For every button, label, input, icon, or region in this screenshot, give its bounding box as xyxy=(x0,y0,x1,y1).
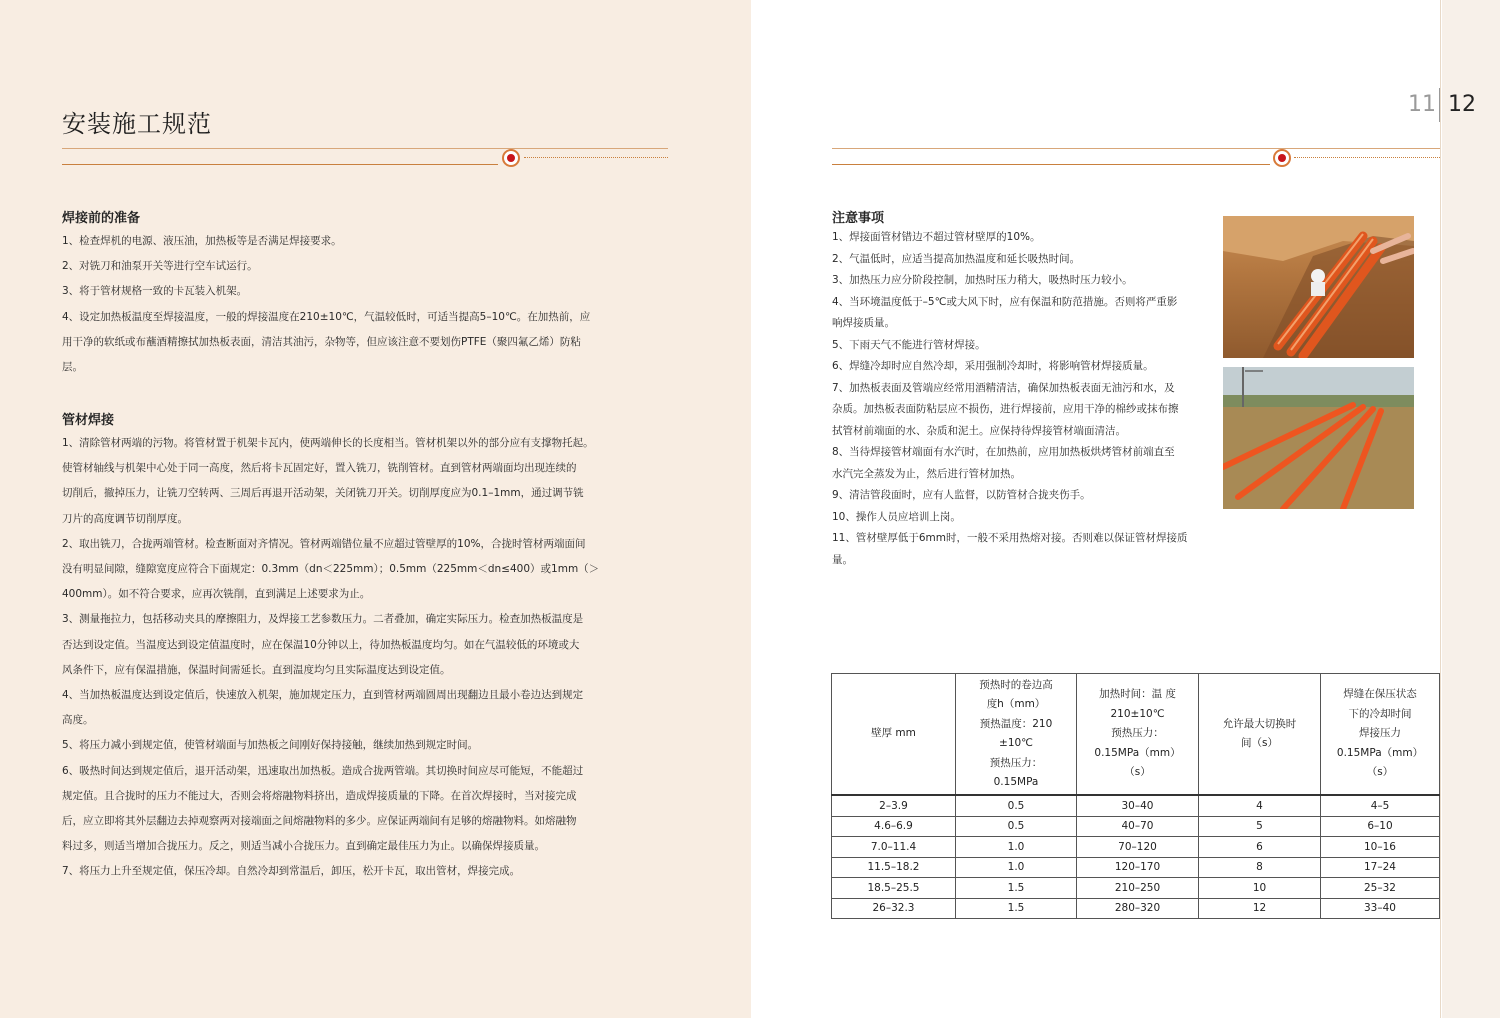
table-cell: 0.5 xyxy=(956,795,1077,816)
right-rule-solid xyxy=(832,164,1270,165)
spec-table xyxy=(831,673,1440,919)
note-line: 2、气温低时，应适当提高加热温度和延长吸热时间。 xyxy=(832,252,1081,265)
circle-bullet-icon xyxy=(1273,149,1291,167)
page-edge-strip xyxy=(1442,0,1500,1018)
welding-line: 高度。 xyxy=(62,714,94,727)
laid-pipes-photo xyxy=(1223,367,1414,509)
title-rule-dotted xyxy=(524,157,668,158)
header-line: 下的冷却时间 xyxy=(1348,707,1412,720)
note-line: 8、当待焊接管材端面有水汽时，在加热前，应用加热板烘烤管材前端直至 xyxy=(832,446,1175,458)
right-rule-dotted xyxy=(1294,157,1440,158)
table-cell: 5 xyxy=(1199,816,1321,837)
note-line: 水汽完全蒸发为止，然后进行管材加热。 xyxy=(832,467,1021,480)
page-title: 安装施工规范 xyxy=(62,110,212,138)
welding-line: 料过多，则适当增加合拢压力。反之，则适当减小合拢压力。直到确定最佳压力为止。以确保焊接质量。 xyxy=(62,840,545,853)
table-row xyxy=(832,795,1440,816)
header-switch-time xyxy=(1199,674,1321,796)
table-cell: 6 xyxy=(1199,837,1321,858)
prep-item: 2、对铣刀和油泵开关等进行空车试运行。 xyxy=(62,260,258,273)
table-cell: 280–320 xyxy=(1077,898,1199,919)
header-cooling-time xyxy=(1321,674,1440,796)
table-cell: 7.0–11.4 xyxy=(832,837,956,858)
table-cell: 30–40 xyxy=(1077,795,1199,816)
note-line: 7、加热板表面及管端应经常用酒精清洁，确保加热板表面无油污和水，及 xyxy=(832,381,1175,394)
table-cell: 70–120 xyxy=(1077,837,1199,858)
notes-list xyxy=(832,227,1212,571)
table-cell: 2–3.9 xyxy=(832,795,956,816)
table-cell: 40–70 xyxy=(1077,816,1199,837)
header-line: 度h（mm） xyxy=(986,698,1046,710)
welding-line: 规定值。且合拢时的压力不能过大，否则会将熔融物料挤出，造成焊接质量的下降。在首次焊接时，当对接完成 xyxy=(62,789,577,802)
header-line: 预热温度：210 xyxy=(979,717,1053,730)
table-cell: 4 xyxy=(1199,795,1321,816)
prep-item: 1、检查焊机的电源、液压油，加热板等是否满足焊接要求。 xyxy=(62,235,342,247)
welding-line: 7、将压力上升至规定值，保压冷却。自然冷却到常温后，卸压，松开卡瓦，取出管材，焊接完成。 xyxy=(62,865,521,878)
table-cell: 8 xyxy=(1199,857,1321,878)
page-number-separator xyxy=(1439,88,1440,122)
table-cell: 1.0 xyxy=(956,837,1077,858)
welding-line: 6、吸热时间达到规定值后，退开活动架，迅速取出加热板。造成合拢两管端。其切换时间应尽可能短，不能超过 xyxy=(62,764,584,777)
note-line: 11、管材壁厚低于6mm时，一般不采用热熔对接。否则难以保证管材焊接质 xyxy=(832,532,1188,544)
table-cell: 0.5 xyxy=(956,816,1077,837)
header-line: 焊缝在保压状态 xyxy=(1343,688,1417,701)
welding-line: 没有明显间隙，缝隙宽度应符合下面规定：0.3mm（dn＜225mm）；0.5mm（225mm＜dn≤400）或1mm（＞ xyxy=(62,563,600,576)
welding-line: 否达到设定值。当温度达到设定值温度时，应在保温10分钟以上，待加热板温度均匀。如在气温较低的环境或大 xyxy=(62,638,580,651)
table-cell: 11.5–18.2 xyxy=(832,857,956,878)
header-line: 焊接压力 xyxy=(1359,727,1401,740)
header-line: 0.15MPa（mm） xyxy=(1094,746,1181,759)
header-line: 210±10℃ xyxy=(1110,707,1165,720)
prep-item: 3、将于管材规格一致的卡瓦装入机架。 xyxy=(62,285,248,298)
table-cell: 4–5 xyxy=(1321,795,1440,816)
prep-item: 用干净的软纸或布蘸酒精擦拭加热板表面，清洁其油污，杂物等，但应该注意不要划伤PTFE（聚四氟乙烯）防粘 xyxy=(62,335,581,348)
welding-line: 3、测量拖拉力，包括移动夹具的摩擦阻力，及焊接工艺参数压力。二者叠加，确定实际压力。检查加热板温度是 xyxy=(62,613,584,626)
note-line: 拭管材前端面的水、杂质和泥土。应保持待焊接管材端面清洁。 xyxy=(832,424,1126,437)
table-cell: 1.0 xyxy=(956,857,1077,878)
table-row xyxy=(832,857,1440,878)
header-bead-height xyxy=(956,674,1077,796)
table-cell: 4.6–6.9 xyxy=(832,816,956,837)
table-header-row xyxy=(832,674,1440,796)
header-line: 间（s） xyxy=(1241,737,1278,749)
table-cell: 10 xyxy=(1199,878,1321,899)
prep-list xyxy=(62,229,662,380)
table-row xyxy=(832,898,1440,919)
page-number-right: 12 xyxy=(1448,92,1476,117)
welding-line: 使管材轴线与机架中心处于同一高度，然后将卡瓦固定好，置入铣刀，铣削管材。直到管材两端面均出现连续的 xyxy=(62,462,577,475)
page-edge-line xyxy=(1440,0,1441,1018)
header-line: （s） xyxy=(1366,766,1394,779)
welding-steps xyxy=(62,431,662,885)
table-cell: 26–32.3 xyxy=(832,898,956,919)
prep-item: 层。 xyxy=(62,361,83,374)
header-line: 预热时的卷边高 xyxy=(979,678,1053,691)
header-line: 预热压力： xyxy=(989,756,1043,769)
note-line: 10、操作人员应培训上岗。 xyxy=(832,510,961,523)
table-cell: 33–40 xyxy=(1321,898,1440,919)
page-number-left: 11 xyxy=(1408,92,1436,117)
table-cell: 25–32 xyxy=(1321,878,1440,899)
note-line: 1、焊接面管材错边不超过管材壁厚的10%。 xyxy=(832,231,1041,243)
trench-pipes-photo xyxy=(1223,216,1414,358)
header-wall-thickness xyxy=(832,674,956,796)
table-cell: 1.5 xyxy=(956,898,1077,919)
circle-bullet-icon xyxy=(502,149,520,167)
note-line: 响焊接质量。 xyxy=(832,317,895,329)
welding-line: 5、将压力减小到规定值，使管材端面与加热板之间刚好保持接触，继续加热到规定时间。 xyxy=(62,739,479,752)
note-line: 量。 xyxy=(832,553,853,566)
header-line: 允许最大切换时 xyxy=(1222,717,1297,730)
table-cell: 1.5 xyxy=(956,878,1077,899)
welding-line: 1、清除管材两端的污物。将管材置于机架卡瓦内，使两端伸长的长度相当。管材机架以外的部分应有支撑物托起。 xyxy=(62,437,594,449)
welding-line: 刀片的高度调节切削厚度。 xyxy=(62,512,188,525)
table-cell: 12 xyxy=(1199,898,1321,919)
right-rule-top xyxy=(832,148,1440,149)
note-line: 6、焊缝冷却时应自然冷却，采用强制冷却时，将影响管材焊接质量。 xyxy=(832,360,1154,372)
title-rule-top xyxy=(62,148,668,149)
note-line: 5、下雨天气不能进行管材焊接。 xyxy=(832,338,986,351)
table-cell: 10–16 xyxy=(1321,837,1440,858)
title-rule-solid xyxy=(62,164,498,165)
header-heating-time xyxy=(1077,674,1199,796)
table-cell: 6–10 xyxy=(1321,816,1440,837)
table-cell: 17–24 xyxy=(1321,857,1440,878)
prep-item: 4、设定加热板温度至焊接温度，一般的焊接温度在210±10℃，气温较低时，可适当提高5–10℃。在加热前，应 xyxy=(62,310,591,323)
header-line: 预热压力： xyxy=(1111,727,1164,740)
header-line: 壁厚 mm xyxy=(871,727,916,740)
welding-line: 2、取出铣刀，合拢两端管材。检查断面对齐情况。管材两端错位量不应超过管壁厚的10%，合拢时管材两端面间 xyxy=(62,537,586,550)
welding-line: 风条件下，应有保温措施，保温时间需延长。直到温度均匀且实际温度达到设定值。 xyxy=(62,663,451,676)
header-line: ±10℃ xyxy=(999,737,1033,749)
table-row xyxy=(832,816,1440,837)
table-row xyxy=(832,878,1440,899)
header-line: 0.15MPa xyxy=(993,776,1039,788)
welding-line: 400mm）。如不符合要求，应再次铣削，直到满足上述要求为止。 xyxy=(62,588,371,601)
note-line: 3、加热压力应分阶段控制，加热时压力稍大，吸热时压力较小。 xyxy=(832,274,1133,286)
header-line: 0.15MPa（mm） xyxy=(1336,746,1424,759)
section-heading-welding: 管材焊接 xyxy=(62,413,115,428)
welding-line: 切削后，撤掉压力，让铣刀空转两、三周后再退开活动架，关闭铣刀开关。切削厚度应为0.1–1mm，通过调节铣 xyxy=(62,487,584,500)
welding-line: 后，应立即将其外层翻边去掉观察两对接端面之间熔融物料的多少。应保证两端间有足够的熔融物料。如熔融物 xyxy=(62,815,577,828)
note-line: 杂质。加热板表面防粘层应不损伤，进行焊接前，应用干净的棉纱或抹布擦 xyxy=(832,403,1179,415)
table-row xyxy=(832,837,1440,858)
section-heading-prep: 焊接前的准备 xyxy=(62,211,141,226)
note-line: 4、当环境温度低于–5℃或大风下时，应有保温和防范措施。否则将严重影 xyxy=(832,295,1178,308)
note-line: 9、清洁管段面时，应有人监督，以防管材合拢夹伤手。 xyxy=(832,489,1091,501)
section-heading-notes: 注意事项 xyxy=(832,211,885,226)
table-cell: 210–250 xyxy=(1077,878,1199,899)
welding-line: 4、当加热板温度达到设定值后，快速放入机架，施加规定压力，直到管材两端圆周出现翻边且最小卷边达到规定 xyxy=(62,689,584,702)
header-line: （s） xyxy=(1124,766,1151,779)
header-line: 加热时间：温 度 xyxy=(1099,688,1176,701)
table-cell: 120–170 xyxy=(1077,857,1199,878)
table-cell: 18.5–25.5 xyxy=(832,878,956,899)
